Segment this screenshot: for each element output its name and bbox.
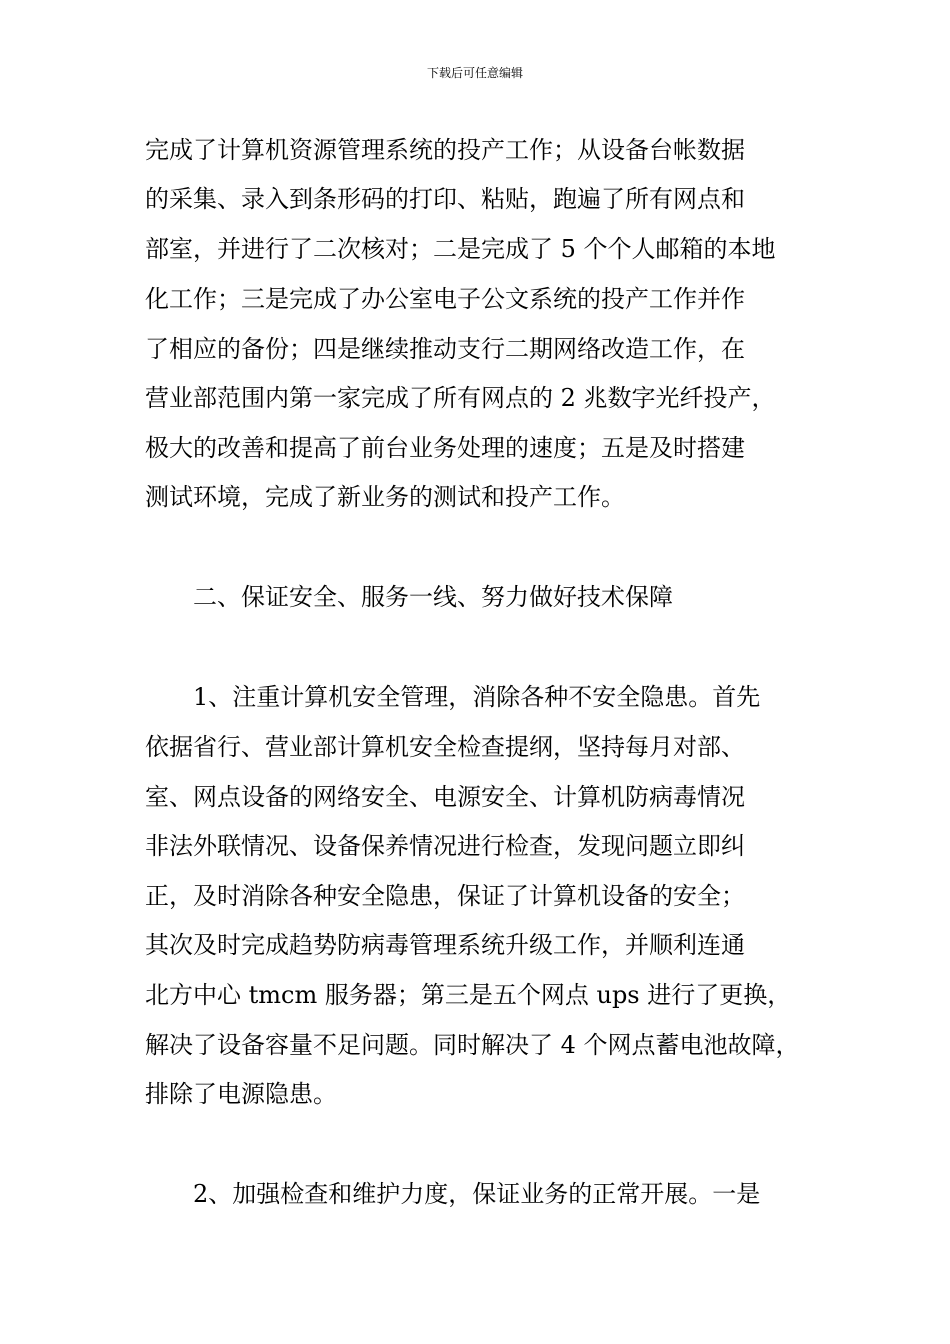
paragraph-line: 排除了电源隐患。 <box>145 1080 337 1108</box>
paragraph-line: 1、注重计算机安全管理，消除各种不安全隐患。首先 <box>193 683 761 711</box>
paragraph-line: 依据省行、营业部计算机安全检查提纲，坚持每月对部、 <box>145 733 745 761</box>
page-header: 下载后可任意编辑 <box>426 66 523 80</box>
section-heading: 二、保证安全、服务一线、努力做好技术保障 <box>193 583 673 611</box>
paragraph-line: 其次及时完成趋势防病毒管理系统升级工作，并顺利连通 <box>145 931 745 959</box>
paragraph-line: 正，及时消除各种安全隐患，保证了计算机设备的安全； <box>145 882 745 910</box>
paragraph-line: 的采集、录入到条形码的打印、粘贴，跑遍了所有网点和 <box>145 185 745 213</box>
paragraph-line: 化工作；三是完成了办公室电子公文系统的投产工作并作 <box>145 285 745 313</box>
paragraph-line: 北方中心 tmcm 服务器；第三是五个网点 ups 进行了更换， <box>145 981 792 1009</box>
paragraph-line: 测试环境，完成了新业务的测试和投产工作。 <box>145 483 625 511</box>
paragraph-line: 极大的改善和提高了前台业务处理的速度；五是及时搭建 <box>145 434 745 462</box>
paragraph-line: 营业部范围内第一家完成了所有网点的 2 兆数字光纤投产， <box>145 384 776 412</box>
paragraph-line: 了相应的备份；四是继续推动支行二期网络改造工作，在 <box>145 335 745 363</box>
paragraph-line: 解决了设备容量不足问题。同时解决了 4 个网点蓄电池故障， <box>145 1031 800 1059</box>
paragraph-line: 室、网点设备的网络安全、电源安全、计算机防病毒情况 <box>145 783 745 811</box>
paragraph-line: 非法外联情况、设备保养情况进行检查，发现问题立即纠 <box>145 832 745 860</box>
paragraph-line: 完成了计算机资源管理系统的投产工作；从设备台帐数据 <box>145 136 745 164</box>
paragraph-line: 2、加强检查和维护力度，保证业务的正常开展。一是 <box>193 1180 761 1208</box>
paragraph-line: 部室，并进行了二次核对；二是完成了 5 个个人邮箱的本地 <box>145 235 776 263</box>
